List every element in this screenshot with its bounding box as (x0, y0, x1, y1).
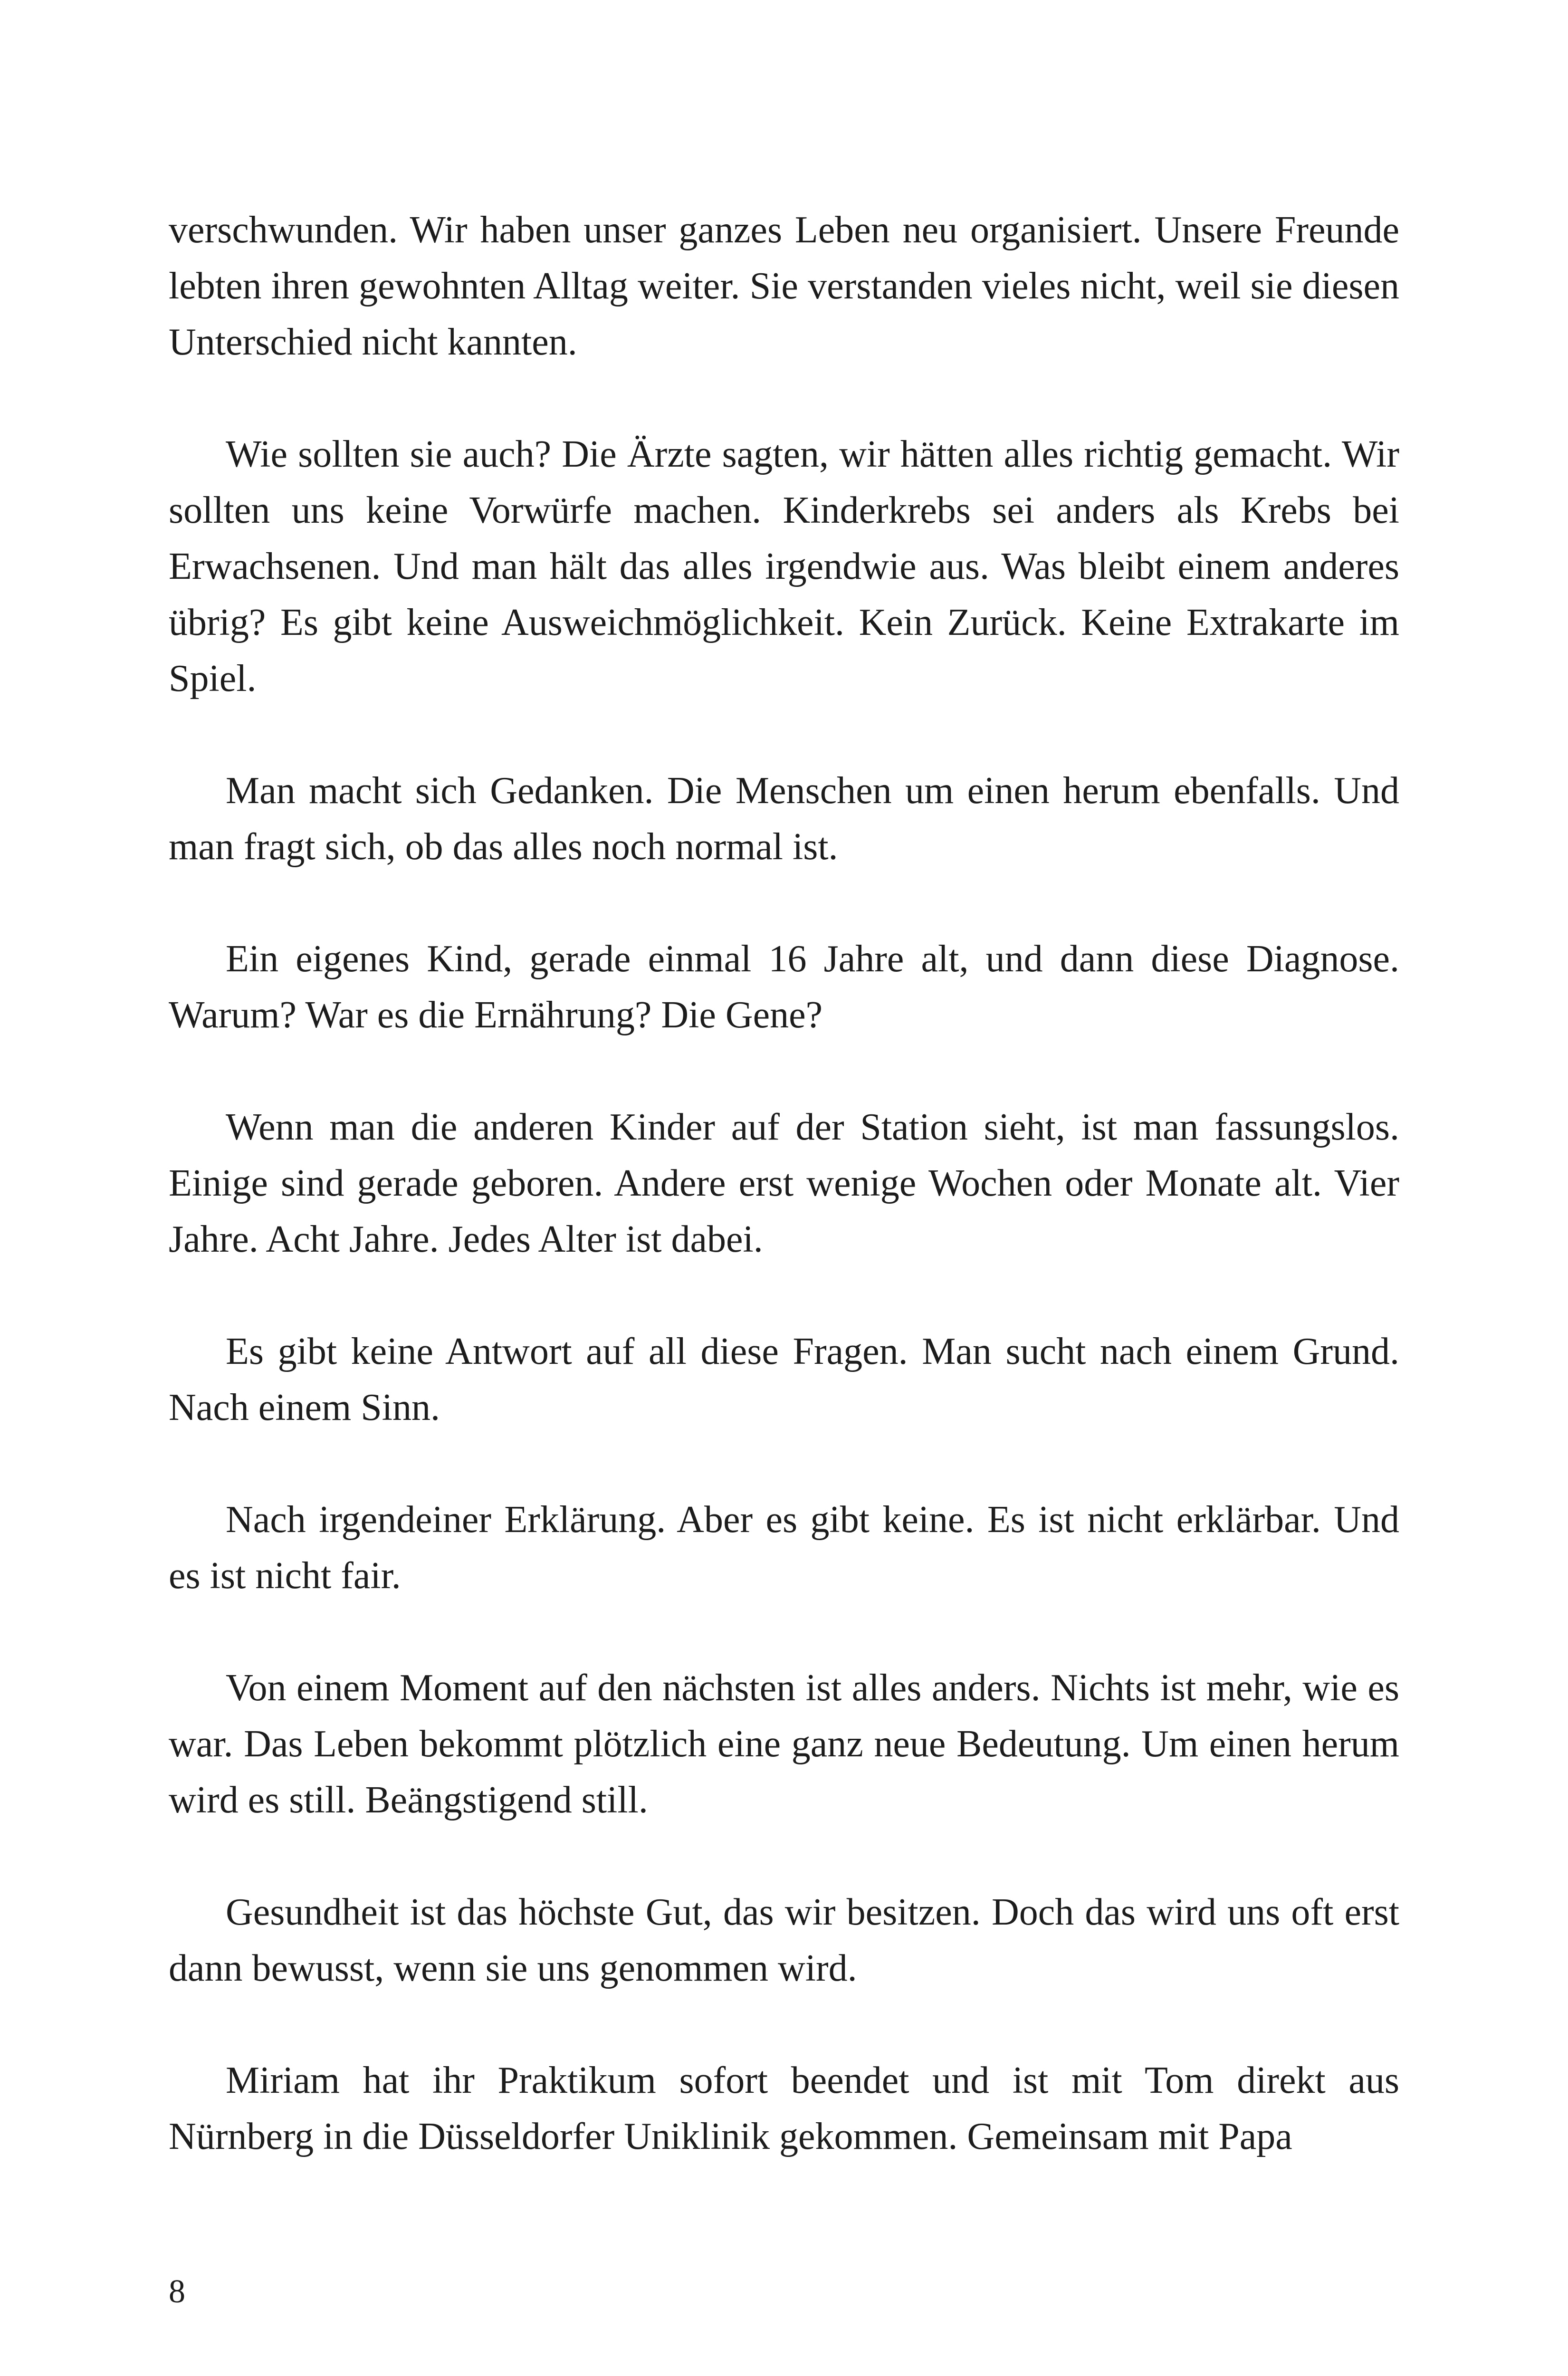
paragraph: Miriam hat ihr Praktikum sofort beendet und ist mit Tom direkt aus Nürnberg in die Düsseldorfer Uniklinik gekommen. Gemeinsam mit Papa (169, 2060, 1399, 2157)
page-number: 8 (169, 2273, 185, 2310)
paragraph: Gesundheit ist das höchste Gut, das wir besitzen. Doch das wird uns oft erst dann bewusst, wenn sie uns genommen wird. (169, 1891, 1399, 1989)
paragraph: Wenn man die anderen Kinder auf der Station sieht, ist man fassungslos. Einige sind gerade geboren. Andere erst wenige Wochen oder Monate alt. Vier Jahre. Acht Jahre. Jedes Alter ist dabei. (169, 1106, 1399, 1260)
paragraph: verschwunden. Wir haben unser ganzes Leben neu organisiert. Unsere Freunde lebten ihren gewohnten Alltag weiter. Sie verstanden vieles nicht, weil sie diesen Unterschied nicht kannten. (169, 209, 1399, 363)
paragraph: Wie sollten sie auch? Die Ärzte sagten, wir hätten alles richtig gemacht. Wir sollten uns keine Vorwürfe machen. Kinderkrebs sei anders als Krebs bei Erwachsenen. Und man hält das alles irgendwie aus. Was bleibt einem anderes übrig? Es gibt keine Ausweichmöglichkeit. Kein Zurück. Keine Extrakarte im Spiel. (169, 433, 1399, 699)
paragraph: Von einem Moment auf den nächsten ist alles anders. Nichts ist mehr, wie es war. Das Leben bekommt plötzlich eine ganz neue Bedeutung. Um einen herum wird es still. Beängstigend still. (169, 1667, 1399, 1821)
paragraph: Nach irgendeiner Erklärung. Aber es gibt keine. Es ist nicht erklärbar. Und es ist nicht fair. (169, 1499, 1399, 1597)
body-text (169, 202, 1399, 2221)
paragraph: Es gibt keine Antwort auf all diese Fragen. Man sucht nach einem Grund. Nach einem Sinn. (169, 1331, 1399, 1428)
paragraph: Man macht sich Gedanken. Die Menschen um einen herum ebenfalls. Und man fragt sich, ob das alles noch normal ist. (169, 770, 1399, 868)
paragraph: Ein eigenes Kind, gerade einmal 16 Jahre alt, und dann diese Diagnose. Warum? War es die Ernährung? Die Gene? (169, 938, 1399, 1036)
